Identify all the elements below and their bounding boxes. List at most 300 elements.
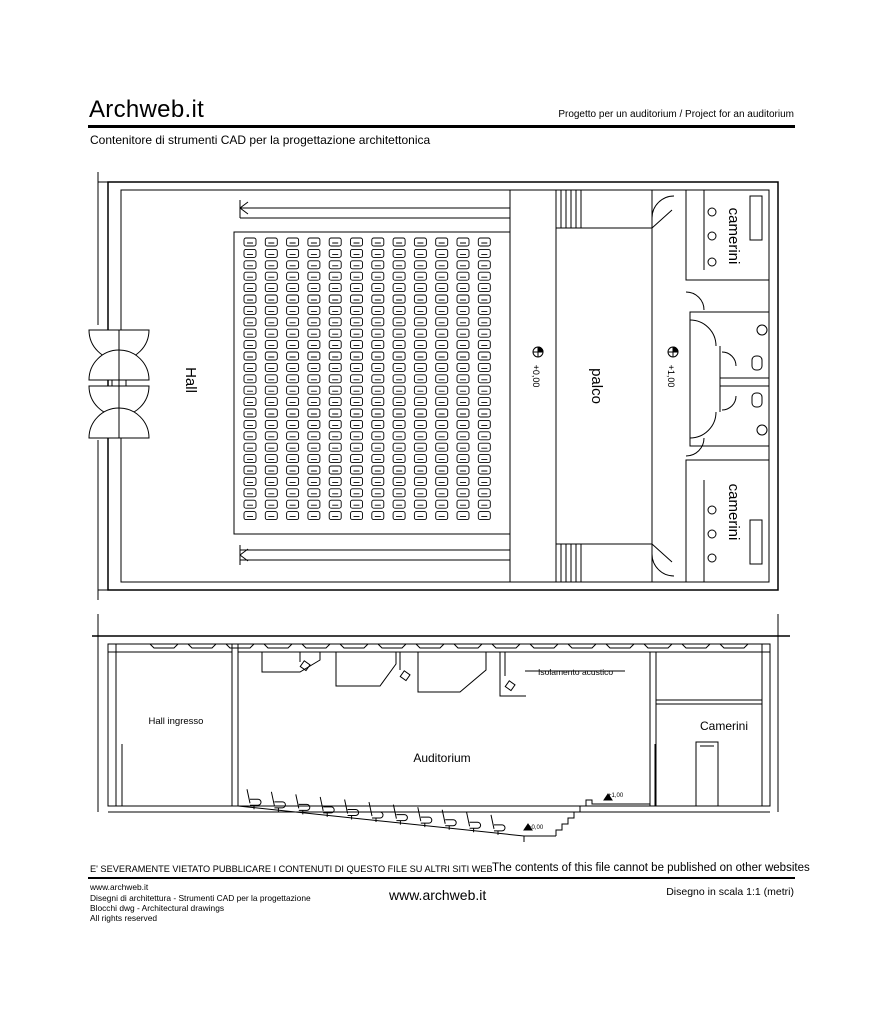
seat-icon (351, 375, 363, 383)
seat-icon (436, 318, 448, 326)
seat-icon (393, 500, 405, 508)
seat-icon (244, 489, 256, 497)
seat-icon (351, 477, 363, 485)
footer-rule (88, 877, 795, 879)
seat-icon (329, 489, 341, 497)
seat-icon (478, 443, 490, 451)
plan-level-stage: +1,00 (666, 364, 676, 388)
seat-icon (351, 363, 363, 371)
seat-icon (265, 432, 277, 440)
plan-stage-label: palco (588, 368, 605, 404)
seat-icon (414, 398, 426, 406)
footer-line4: All rights reserved (90, 913, 158, 923)
seat-icon (457, 420, 469, 428)
seat-icon (457, 443, 469, 451)
seat-icon (308, 420, 320, 428)
sink-icon (757, 325, 767, 435)
seat-icon (436, 261, 448, 269)
seat-icon (351, 386, 363, 394)
seat-icon (436, 249, 448, 257)
roof-beam (226, 644, 254, 648)
seat-icon (244, 477, 256, 485)
seat-icon (287, 443, 299, 451)
seat-icon (414, 295, 426, 303)
seat-icon (436, 341, 448, 349)
seat-icon (457, 466, 469, 474)
seat-icon (372, 329, 384, 337)
section-wall-left (108, 644, 116, 806)
seat-icon (478, 477, 490, 485)
seat-icon (414, 455, 426, 463)
seat-icon (414, 352, 426, 360)
seat-icon (329, 318, 341, 326)
seat-icon (265, 455, 277, 463)
seat-icon (393, 386, 405, 394)
seat-icon (393, 352, 405, 360)
seat-icon (436, 432, 448, 440)
seat-icon (287, 238, 299, 246)
seat-icon (308, 398, 320, 406)
seat-icon (457, 363, 469, 371)
section-auditorium-label: Auditorium (413, 751, 471, 765)
seat-icon (351, 409, 363, 417)
roof-beam (720, 644, 748, 648)
seat-icon (351, 261, 363, 269)
seat-icon (265, 261, 277, 269)
seat-icon (351, 489, 363, 497)
section-hall-label: Hall ingresso (148, 716, 204, 727)
seat-icon (287, 306, 299, 314)
seat-icon (351, 249, 363, 257)
seat-icon (393, 466, 405, 474)
seat-icon (478, 398, 490, 406)
seat-icon (329, 477, 341, 485)
seat-icon (265, 477, 277, 485)
seat-icon (244, 455, 256, 463)
seat-icon (329, 329, 341, 337)
seat-icon (372, 386, 384, 394)
seat-icon (308, 500, 320, 508)
seat-icon (308, 341, 320, 349)
seat-icon (414, 284, 426, 292)
footer-url-link[interactable]: www.archweb.it (389, 887, 487, 903)
plan-dressing-bottom-label: camerini (725, 483, 742, 541)
seat-icon (287, 363, 299, 371)
seat-icon (287, 375, 299, 383)
seat-icon (329, 398, 341, 406)
seat-icon (436, 284, 448, 292)
seat-icon (414, 420, 426, 428)
seat-icon (436, 306, 448, 314)
seat-icon (308, 512, 320, 520)
seat-icon (329, 455, 341, 463)
seat-icon (414, 341, 426, 349)
seat-icon (457, 489, 469, 497)
seat-icon (287, 329, 299, 337)
seat-icon (393, 375, 405, 383)
seat-icon (457, 375, 469, 383)
seat-icon (287, 489, 299, 497)
seat-icon (478, 466, 490, 474)
seat-icon (414, 318, 426, 326)
seat-icon (372, 432, 384, 440)
section-seat-icon (491, 815, 505, 835)
seat-icon (478, 386, 490, 394)
seat-icon (244, 352, 256, 360)
seat-icon (308, 386, 320, 394)
seat-icon (393, 363, 405, 371)
seat-icon (372, 443, 384, 451)
seat-icon (478, 238, 490, 246)
seat-icon (244, 432, 256, 440)
seat-icon (244, 398, 256, 406)
seat-icon (287, 466, 299, 474)
seat-icon (287, 249, 299, 257)
seat-icon (287, 432, 299, 440)
seat-icon (414, 249, 426, 257)
seat-icon (351, 455, 363, 463)
seat-icon (287, 284, 299, 292)
seat-icon (265, 420, 277, 428)
seat-icon (372, 306, 384, 314)
floor-plan (89, 172, 778, 600)
seat-icon (244, 341, 256, 349)
copyright-warning-it: E' SEVERAMENTE VIETATO PUBBLICARE I CONTENUTI DI QUESTO FILE SU ALTRI SITI WEB (90, 864, 493, 874)
seat-icon (265, 500, 277, 508)
seat-icon (287, 386, 299, 394)
project-title: Progetto per un auditorium / Project for an auditorium (558, 109, 794, 120)
door-swing-icon (652, 196, 674, 218)
door-swing-icon (690, 320, 716, 346)
seat-icon (457, 352, 469, 360)
seat-icon (478, 363, 490, 371)
seat-icon (329, 341, 341, 349)
seat-icon (308, 329, 320, 337)
seat-icon (478, 455, 490, 463)
seat-icon (457, 284, 469, 292)
roof-beam (378, 644, 406, 648)
seat-icon (287, 295, 299, 303)
seat-icon (265, 249, 277, 257)
section-level-floor: +0,00 (528, 825, 544, 831)
section-level-stage: +1,00 (608, 793, 624, 799)
seat-icon (372, 318, 384, 326)
seat-icon (414, 272, 426, 280)
seat-icon (244, 420, 256, 428)
seat-icon (287, 341, 299, 349)
seat-icon (244, 386, 256, 394)
seat-icon (436, 477, 448, 485)
seat-icon (308, 238, 320, 246)
roof-beams (150, 644, 748, 648)
seat-icon (478, 261, 490, 269)
seat-icon (329, 386, 341, 394)
section-dressing-label: Camerini (699, 719, 749, 733)
seat-icon (244, 318, 256, 326)
seat-icon (393, 272, 405, 280)
seat-icon (414, 306, 426, 314)
seat-icon (351, 500, 363, 508)
plan-hall-label: Hall (182, 367, 199, 393)
roof-beam (568, 644, 596, 648)
seat-icon (393, 443, 405, 451)
plan-level-hall: +0,00 (531, 364, 541, 388)
seat-icon (478, 341, 490, 349)
seat-icon (414, 432, 426, 440)
seat-icon (287, 352, 299, 360)
section-wall-right (762, 644, 770, 806)
section-seat-icon (320, 797, 334, 817)
seat-icon (265, 329, 277, 337)
seat-icon (329, 500, 341, 508)
seat-icon (393, 249, 405, 257)
seat-icon (308, 352, 320, 360)
seat-icon (244, 375, 256, 383)
seat-icon (478, 249, 490, 257)
seat-icon (244, 466, 256, 474)
seat-icon (457, 261, 469, 269)
seat-icon (372, 466, 384, 474)
seat-icon (436, 489, 448, 497)
seat-icon (265, 489, 277, 497)
roof-beam (340, 644, 368, 648)
seat-icon (457, 409, 469, 417)
seat-icon (287, 318, 299, 326)
seat-icon (329, 295, 341, 303)
seat-icon (393, 306, 405, 314)
seat-icon (414, 477, 426, 485)
seat-icon (329, 352, 341, 360)
stool-icons (708, 208, 716, 562)
seat-icon (308, 466, 320, 474)
seat-icon (393, 284, 405, 292)
seat-icon (308, 284, 320, 292)
section-seat-icon (345, 799, 359, 819)
seat-icon (436, 512, 448, 520)
seat-icon (436, 500, 448, 508)
seat-icon (265, 295, 277, 303)
seat-icon (478, 500, 490, 508)
seat-icon (351, 272, 363, 280)
seat-icon (414, 409, 426, 417)
seat-icon (393, 477, 405, 485)
seat-icon (329, 284, 341, 292)
door-swing-icon (652, 554, 674, 576)
seat-icon (372, 409, 384, 417)
seat-icon (457, 432, 469, 440)
level-marker-icon (668, 347, 678, 357)
door-swing-icon (686, 292, 704, 310)
seat-icon (244, 409, 256, 417)
seat-icon (329, 466, 341, 474)
plan-dressing-top-label: camerini (725, 207, 742, 265)
roof-beam (302, 644, 330, 648)
seat-icon (351, 284, 363, 292)
seat-icon (393, 318, 405, 326)
seat-icon (372, 489, 384, 497)
seat-icon (436, 363, 448, 371)
level-marker-icon (533, 347, 543, 357)
roof-beam (492, 644, 520, 648)
seat-icon (351, 352, 363, 360)
seat-icon (436, 455, 448, 463)
seat-icon (372, 420, 384, 428)
seat-icon (436, 238, 448, 246)
seat-icon (478, 375, 490, 383)
seat-icon (265, 341, 277, 349)
spotlight-icon (300, 652, 515, 691)
seat-icon (457, 272, 469, 280)
section-seat-icon (418, 807, 432, 827)
seat-icon (244, 306, 256, 314)
brand-title: Archweb.it (89, 96, 205, 123)
seat-icon (308, 375, 320, 383)
seat-grid (244, 238, 490, 520)
seat-icon (329, 261, 341, 269)
seat-icon (372, 341, 384, 349)
seat-icon (457, 249, 469, 257)
seat-icon (478, 512, 490, 520)
acoustic-ceiling (262, 652, 526, 696)
roof-beam (644, 644, 672, 648)
cross-section (92, 614, 790, 842)
seat-icon (372, 272, 384, 280)
seat-icon (244, 272, 256, 280)
seat-icon (393, 341, 405, 349)
seat-icon (265, 443, 277, 451)
seat-icon (329, 409, 341, 417)
seat-icon (351, 432, 363, 440)
seat-icon (265, 352, 277, 360)
seat-icon (478, 272, 490, 280)
seat-icon (308, 455, 320, 463)
seat-icon (414, 329, 426, 337)
seat-icon (244, 238, 256, 246)
seat-icon (393, 295, 405, 303)
seat-icon (457, 398, 469, 406)
auditorium-raked-floor (238, 806, 524, 836)
seat-icon (372, 238, 384, 246)
roof-beam (530, 644, 558, 648)
seat-icon (287, 409, 299, 417)
seat-icon (244, 261, 256, 269)
seat-icon (244, 249, 256, 257)
seat-icon (351, 443, 363, 451)
seat-icon (372, 295, 384, 303)
seat-icon (478, 352, 490, 360)
seat-icon (478, 295, 490, 303)
seat-icon (414, 466, 426, 474)
door-swing-icon (686, 438, 704, 456)
seat-icon (287, 500, 299, 508)
seat-icon (244, 363, 256, 371)
seat-icon (308, 489, 320, 497)
seat-icon (436, 409, 448, 417)
arrow-icon (240, 545, 248, 565)
seat-icon (393, 455, 405, 463)
seat-icon (478, 432, 490, 440)
footer-line3: Blocchi dwg - Architectural drawings (90, 903, 225, 913)
roof-beam (150, 644, 178, 648)
seat-icon (436, 386, 448, 394)
seat-icon (478, 489, 490, 497)
footer-site: www.archweb.it (90, 882, 149, 892)
seat-icon (372, 352, 384, 360)
seat-icon (351, 420, 363, 428)
seat-icon (457, 329, 469, 337)
seat-icon (457, 295, 469, 303)
seat-icon (436, 329, 448, 337)
seat-icon (351, 295, 363, 303)
seat-icon (372, 500, 384, 508)
seat-icon (436, 420, 448, 428)
seat-icon (351, 341, 363, 349)
seat-icon (372, 284, 384, 292)
seat-icon (372, 398, 384, 406)
seat-icon (393, 489, 405, 497)
seat-icon (308, 432, 320, 440)
seat-icon (329, 375, 341, 383)
roof-beam (606, 644, 634, 648)
seat-icon (372, 477, 384, 485)
seat-icon (414, 238, 426, 246)
seat-icon (308, 295, 320, 303)
seat-icon (329, 443, 341, 451)
section-door (696, 742, 718, 806)
seat-icon (457, 500, 469, 508)
seat-icon (308, 318, 320, 326)
roof-beam (454, 644, 482, 648)
seat-icon (414, 489, 426, 497)
roof-beam (188, 644, 216, 648)
seat-icon (414, 363, 426, 371)
seat-icon (414, 443, 426, 451)
seat-icon (329, 432, 341, 440)
section-seat-icon (393, 805, 407, 825)
seat-icon (393, 420, 405, 428)
seat-icon (414, 261, 426, 269)
seat-icon (457, 341, 469, 349)
seat-icon (351, 318, 363, 326)
seat-icon (372, 375, 384, 383)
arrow-icon (240, 200, 248, 218)
seat-icon (265, 318, 277, 326)
seat-icon (244, 512, 256, 520)
seat-icon (287, 420, 299, 428)
seat-icon (287, 272, 299, 280)
section-seat-icon (271, 792, 285, 812)
seat-icon (244, 500, 256, 508)
seat-icon (351, 398, 363, 406)
seat-icon (457, 318, 469, 326)
seat-icon (393, 512, 405, 520)
seat-icon (436, 443, 448, 451)
stage-stairs (556, 800, 650, 836)
seat-icon (457, 512, 469, 520)
seat-icon (287, 477, 299, 485)
roof-beam (682, 644, 710, 648)
seat-icon (478, 318, 490, 326)
seat-icon (414, 512, 426, 520)
roof-beam (416, 644, 444, 648)
drawing-scale: Disegno in scala 1:1 (metri) (666, 886, 794, 898)
seat-icon (393, 238, 405, 246)
seat-icon (329, 363, 341, 371)
seat-icon (265, 512, 277, 520)
seat-icon (436, 352, 448, 360)
seat-icon (308, 363, 320, 371)
seat-icon (287, 261, 299, 269)
